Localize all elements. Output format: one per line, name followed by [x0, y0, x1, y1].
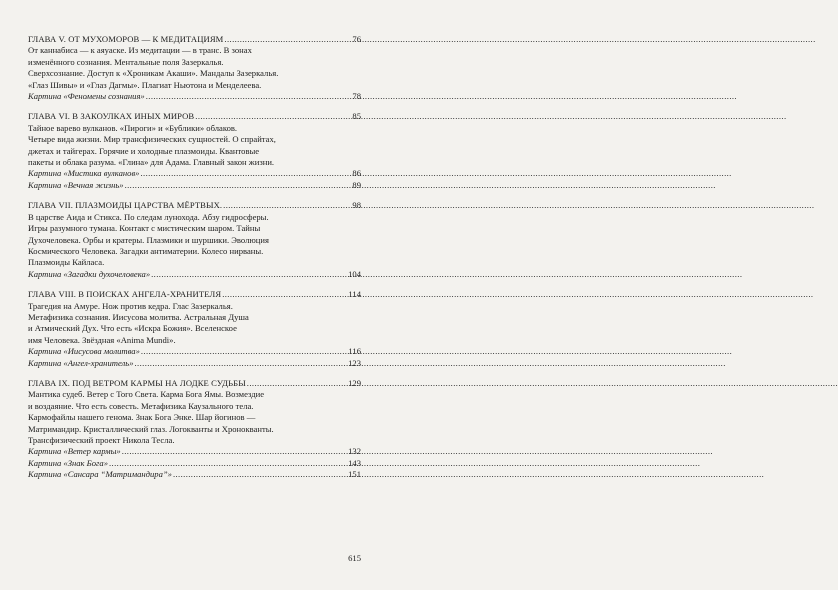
chapter-page: 76: [352, 34, 361, 44]
summary-line: Плазмоиды Кайласа.: [28, 257, 105, 268]
chapter-page: 114: [348, 289, 361, 300]
picture-page: 123: [348, 357, 361, 368]
chapter-7: [28, 200, 361, 280]
picture-page: 116: [348, 346, 361, 357]
dot-leader: [135, 358, 348, 369]
chapter-summary: [28, 389, 361, 446]
summary-line: «Глаз Шивы» и «Глаз Дагмы». Плагиат Ньютона и Менделеева.: [28, 79, 262, 90]
chapter-6: [28, 111, 361, 191]
summary-line: Трагедия на Амуре. Нож против кедра. Глас Зазеркалья.: [28, 300, 233, 311]
table-of-contents: [28, 34, 361, 490]
chapter-title: ГЛАВА VIII. В ПОИСКАХ АНГЕЛА-ХРАНИТЕЛЯ: [28, 289, 222, 300]
picture-title: Картина «Ветер кармы»: [28, 446, 121, 457]
chapter-title: ГЛАВА VII. ПЛАЗМОИДЫ ЦАРСТВА МЁРТВЫХ.: [28, 200, 223, 211]
chapter-heading: [28, 200, 361, 211]
picture-entry: [28, 446, 361, 457]
summary-line: имя Человека. Звёздная «Anima Mundi».: [28, 334, 176, 345]
summary-line: и Атмический Дух. Что есть «Искра Божия». Вселенское: [28, 323, 237, 334]
chapter-heading: [28, 289, 361, 300]
summary-line: Духочеловека. Орбы и кратеры. Плазмики и шуршики. Эволюция: [28, 234, 269, 245]
picture-entry: [28, 346, 361, 357]
picture-title: Картина «Мистика вулканов»: [28, 168, 140, 179]
dot-leader: [195, 111, 351, 122]
summary-line: Игры разумного тумана. Контакт с мистическим шаром. Тайны: [28, 223, 261, 234]
summary-line: джетах и тайгерах. Горячие и холодные плазмоиды. Квантовые: [28, 145, 260, 156]
chapter-title: ГЛАВА VI. В ЗАКОУЛКАХ ИНЫХ МИРОВ: [28, 111, 195, 122]
summary-line: Трансфизический проект Никола Тесла.: [28, 435, 175, 445]
summary-line: Тайное варево вулканов. «Пироги» и «Бублики» облаков.: [28, 122, 238, 133]
chapter-9: [28, 378, 361, 481]
dot-leader: [109, 458, 347, 469]
summary-line: От каннабиса — к аяуаске. Из медитации — в транс. В зонах: [28, 45, 252, 56]
chapter-8: [28, 289, 361, 369]
chapter-page: 129: [348, 377, 361, 388]
picture-title: Картина «Иисусова молитва»: [28, 346, 140, 357]
dot-leader: [247, 378, 347, 389]
dot-leader: [140, 168, 351, 179]
picture-entry: [28, 91, 361, 102]
chapter-title: ГЛАВА V. ОТ МУХОМОРОВ — К МЕДИТАЦИЯМ: [28, 34, 224, 44]
picture-page: 78: [352, 91, 361, 102]
chapter-page: 98: [352, 200, 361, 211]
picture-title: Картина «Знак Бога»: [28, 457, 108, 468]
picture-title: Картина «Ангел-хранитель»: [28, 357, 134, 368]
chapter-summary: [28, 301, 361, 347]
picture-entry: [28, 168, 361, 179]
dot-leader: [146, 91, 352, 102]
picture-page: 132: [348, 446, 361, 457]
picture-page: 104: [348, 268, 361, 279]
summary-line: В царстве Аида и Стикса. По следам лунохода. Абзу гидросферы.: [28, 211, 269, 222]
chapter-summary: [28, 123, 361, 169]
picture-entry: [28, 358, 361, 369]
dot-leader: [125, 180, 352, 191]
dot-leader: [173, 469, 347, 480]
summary-line: и воздаяние. Что есть совесть. Метафизика Каузального тела.: [28, 400, 254, 411]
picture-title: Картина «Вечная жизнь»: [28, 179, 124, 190]
summary-line: пакеты и облака разума. «Глина» для Адама. Главный закон жизни.: [28, 157, 275, 168]
chapter-heading: [28, 111, 361, 122]
dot-leader: [224, 34, 351, 45]
picture-page: 151: [348, 469, 361, 480]
chapter-title: ГЛАВА IX. ПОД ВЕТРОМ КАРМЫ НА ЛОДКЕ СУДЬБЫ: [28, 377, 246, 388]
chapter-heading: [28, 34, 361, 45]
dot-leader: [223, 200, 351, 211]
chapter-heading: [28, 378, 361, 389]
summary-line: Кармофайлы нашего генома. Знак Бога Энке. Шар йогинов —: [28, 412, 256, 423]
chapter-summary: [28, 212, 361, 269]
picture-entry: [28, 269, 361, 280]
picture-entry: [28, 180, 361, 191]
summary-line: Космического Человека. Загадки антиматерии. Колесо нирваны.: [28, 245, 264, 256]
summary-line: Мантика судеб. Ветер с Того Света. Карма Бога Ямы. Возмездие: [28, 389, 265, 400]
summary-line: Метафизика сознания. Иисусова молитва. Астральная Душа: [28, 311, 249, 322]
chapter-summary: [28, 45, 361, 91]
picture-title: Картина «Сансара “Матримандира”»: [28, 469, 172, 480]
picture-page: 86: [352, 168, 361, 179]
chapter-5: [28, 34, 361, 102]
summary-line: Четыре вида жизни. Мир трансфизических сущностей. О спрайтах,: [28, 134, 276, 145]
dot-leader: [151, 269, 347, 280]
summary-line: изменённого сознания. Ментальные поля Зазеркалья.: [28, 56, 224, 67]
picture-entry: [28, 458, 361, 469]
picture-page: 143: [348, 457, 361, 468]
chapter-page: 85: [352, 111, 361, 122]
page-number: 615: [348, 553, 361, 563]
picture-entry: [28, 469, 361, 480]
summary-line: Сверхсознание. Доступ к «Хроникам Акаши». Мандалы Зазеркалья.: [28, 68, 279, 79]
dot-leader: [141, 346, 348, 357]
dot-leader: [222, 289, 347, 300]
picture-title: Картина «Феномены сознания»: [28, 91, 145, 102]
dot-leader: [122, 446, 347, 457]
picture-title: Картина «Загадки духочеловека»: [28, 268, 151, 279]
summary-line: Матримандир. Кристаллический глаз. Логокванты и Хронокванты.: [28, 423, 274, 434]
picture-page: 89: [352, 179, 361, 190]
